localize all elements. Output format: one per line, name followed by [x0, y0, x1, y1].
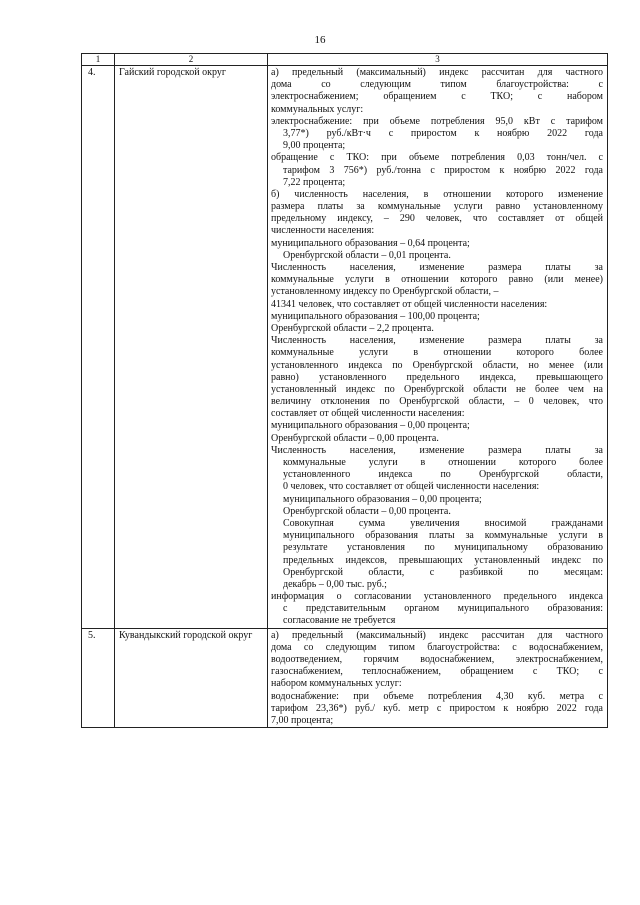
- index-description: [268, 628, 608, 728]
- table-header-row: [82, 54, 608, 66]
- table-row: [82, 66, 608, 629]
- text-line: Численность населения, изменение размера платы за: [271, 262, 603, 273]
- text-line: с представительным органом муниципального образования:: [283, 603, 603, 615]
- text-line: установленному индексу по Оренбургской области, –: [271, 286, 499, 298]
- text-line: Оренбургской области, с разбивкой по месяцам:: [283, 566, 603, 578]
- text-line: тарифом 3 756*) руб./тонна с приростом к ноябрю 2022 года: [283, 164, 603, 176]
- text-line: декабрь – 0,00 тыс. руб.;: [283, 578, 387, 590]
- text-line: муниципального образования платы за коммунальные услуги в: [283, 530, 603, 542]
- text-line: 41341 человек, что составляет от общей численности населения:: [271, 298, 548, 310]
- row-number: 4.: [82, 66, 115, 629]
- text-line: 9,00 процента;: [283, 140, 346, 152]
- text-line: водоснабжение: при объеме потребления 4,30 куб. метра с: [271, 690, 603, 702]
- text-line: численности населения:: [271, 225, 375, 237]
- text-line: Оренбургской области – 0,01 процента.: [283, 249, 451, 261]
- text-line: установленного индекса по Оренбургской области, но менее (или: [271, 359, 603, 371]
- text-line: а) предельный (максимальный) индекс рассчитан для частного: [271, 629, 603, 641]
- text-line: установленного индекса по Оренбургской области,: [283, 469, 603, 481]
- text-line: электроснабжение: при объеме потребления 95,0 кВт с тарифом: [271, 115, 603, 127]
- text-line: информация о согласовании установленного предельного индекса: [271, 591, 603, 603]
- row-number: 5.: [82, 628, 115, 728]
- text-line: коммунальных услуг:: [271, 103, 364, 115]
- text-line: предельных индексов, превышающих установленный индекс по: [283, 554, 603, 566]
- text-line: набором коммунальных услуг:: [271, 678, 402, 690]
- text-line: муниципального образования – 0,64 процента;: [271, 237, 470, 249]
- text-line: а) предельный (максимальный) индекс рассчитан для частного: [271, 67, 603, 78]
- text-line: результате установления по муниципальному образованию: [283, 542, 603, 554]
- text-line: согласование не требуется: [283, 615, 396, 627]
- header-cell-1: 1: [82, 54, 115, 66]
- text-line: 3,77*) руб./кВт·ч с приростом к ноябрю 2022 года: [283, 127, 603, 139]
- text-line: величину отклонения по Оренбургской области, – 0 человек, что: [271, 396, 603, 408]
- text-line: предельному индексу, – 290 человек, что составляет от общей: [271, 213, 603, 225]
- text-line: муниципального образования – 100,00 процента;: [271, 310, 480, 322]
- text-line: размера платы за коммунальные услуги равно установленному: [271, 201, 603, 213]
- text-line: тарифом 23,36*) руб./ куб. метр с приростом к ноябрю 2022 года: [271, 702, 603, 714]
- text-line: Оренбургской области – 2,2 процента.: [271, 322, 434, 334]
- text-line: муниципального образования – 0,00 процента;: [283, 493, 482, 505]
- text-line: Численность населения, изменение размера платы за: [271, 444, 603, 456]
- text-line: составляет от общей численности населения:: [271, 408, 465, 420]
- text-line: 7,22 процента;: [283, 176, 346, 188]
- text-line: коммунальные услуги в отношении которого равно (или менее): [271, 274, 603, 286]
- text-line: установленный индекс по Оренбургской области не более чем на: [271, 383, 603, 395]
- text-line: б) численность населения, в отношении которого изменение: [271, 188, 603, 200]
- text-line: газоснабжением, теплоснабжением, обращением с ТКО; с: [271, 666, 603, 678]
- page-number: 16: [314, 34, 326, 46]
- text-line: Совокупная сумма увеличения вносимой гражданами: [283, 517, 603, 529]
- header-cell-3: 3: [268, 54, 608, 66]
- header-cell-2: 2: [115, 54, 268, 66]
- text-line: муниципального образования – 0,00 процента;: [271, 420, 470, 432]
- text-line: Оренбургской области – 0,00 процента.: [271, 432, 439, 444]
- text-line: Численность населения, изменение размера платы за: [271, 335, 603, 347]
- municipality-name: Кувандыкский городской округ: [115, 628, 268, 728]
- text-line: 0 человек, что составляет от общей численности населения:: [283, 481, 540, 493]
- index-description: [268, 66, 608, 629]
- table-row: [82, 628, 608, 728]
- text-line: электроснабжением; обращением с ТКО; с набором: [271, 91, 603, 103]
- text-line: обращение с ТКО: при объеме потребления 0,03 тонн/чел. с: [271, 152, 603, 164]
- document-table: [81, 53, 608, 728]
- municipality-name: Гайский городской округ: [115, 66, 268, 629]
- text-line: Оренбургской области – 0,00 процента.: [283, 505, 451, 517]
- text-line: коммунальные услуги в отношении которого более: [283, 457, 603, 468]
- text-line: водоотведением, горячим водоснабжением, электроснабжением,: [271, 654, 603, 665]
- text-line: дома со следующим типом благоустройства: с: [271, 79, 603, 91]
- text-line: 7,00 процента;: [271, 714, 334, 726]
- text-line: коммунальные услуги в отношении которого более: [271, 347, 603, 359]
- text-line: равно) установленного предельного индекса, превышающего: [271, 371, 603, 383]
- text-line: дома со следующим типом благоустройства: с водоснабжением,: [271, 641, 603, 653]
